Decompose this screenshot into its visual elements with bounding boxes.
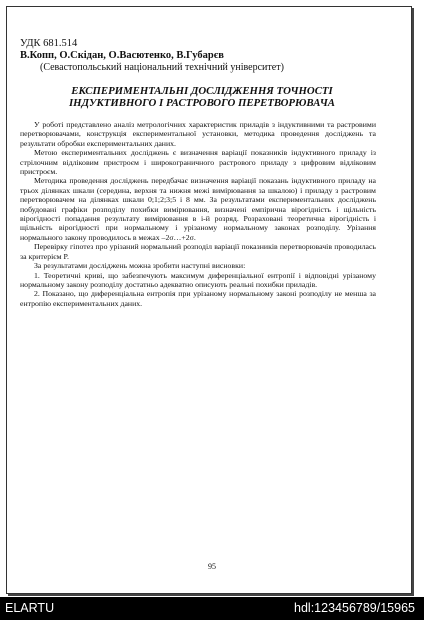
footer-repository-label: ELARTU: [5, 601, 55, 615]
paragraph-abstract: У роботі представлено аналіз метрологічних характеристик приладів з індуктивними та растровими перетворювачами, конструкція експериментальної установки, методика проведення досліджень та результати обробки експериментальних даних.: [20, 120, 376, 148]
footer-handle-link[interactable]: hdl:123456789/15965: [294, 601, 415, 615]
title-line-1: ЕКСПЕРИМЕНТАЛЬНІ ДОСЛІДЖЕННЯ ТОЧНОСТІ: [71, 85, 333, 97]
affiliation: (Севастопольський національний технічний університет): [40, 62, 284, 73]
paragraph-method: Методика проведення досліджень передбачає визначення варіації показань індуктивного приладу на трьох ділянках шкали (середина, верхня та нижня межі вимірювання за шкалою) і приладу з растровим перетворювачем на ділянках шкали 0;1;2;3;5 і 8 мм. За результатами експериментальних досліджень побудовані графіки розподілу похибки вимірювання, визначені емпірична вірогідність і щільність вірогідності попадання результату вимірювання в і-й розряд. Розраховані теоретична вірогідність і щільність вірогідності при нормальному і урізаному нормальному законах розподілу. Урізання нормального закону проводилось в межах –2σ…+2σ.: [20, 176, 376, 242]
udk-code: УДК 681.514: [20, 38, 78, 49]
article-content: [20, 38, 376, 308]
paragraph-goal: Метою експериментальних досліджень є визначення варіації показників індуктивного приладу із стрілочним відліковим пристроєм і широкограничного растрового приладу з цифровим відліковим пристроєм.: [20, 148, 376, 177]
page-number: 95: [208, 562, 216, 571]
article-title: [20, 85, 376, 109]
paragraph-conclusions-intro: За результатами досліджень можна зробити наступні висновки:: [34, 261, 246, 271]
footer-bar: [0, 597, 424, 620]
article-body: [20, 120, 376, 308]
title-line-2: ІНДУКТИВНОГО І РАСТРОВОГО ПЕРЕТВОРЮВАЧА: [68, 97, 336, 109]
paragraph-hypothesis: Перевірку гіпотез про урізаний нормальний розподіл варіації показників перетворювачів проводилась за критерієм P.: [20, 242, 376, 261]
authors: В.Копп, О.Скідан, О.Васютенко, В.Губарєв: [20, 50, 224, 61]
paragraph-conclusion-1: 1. Теоретичні криві, що забезпечують максимум диференціальної ентропії і відповідні урізаному нормальному закону розподілу достатньо адекватно описують реальні похибки приладів.: [20, 270, 376, 289]
paragraph-conclusion-2: 2. Показано, що диференціальна ентропія при урізаному нормальному законі розподілу не менша за ентропію експериментальних даних.: [20, 289, 376, 308]
